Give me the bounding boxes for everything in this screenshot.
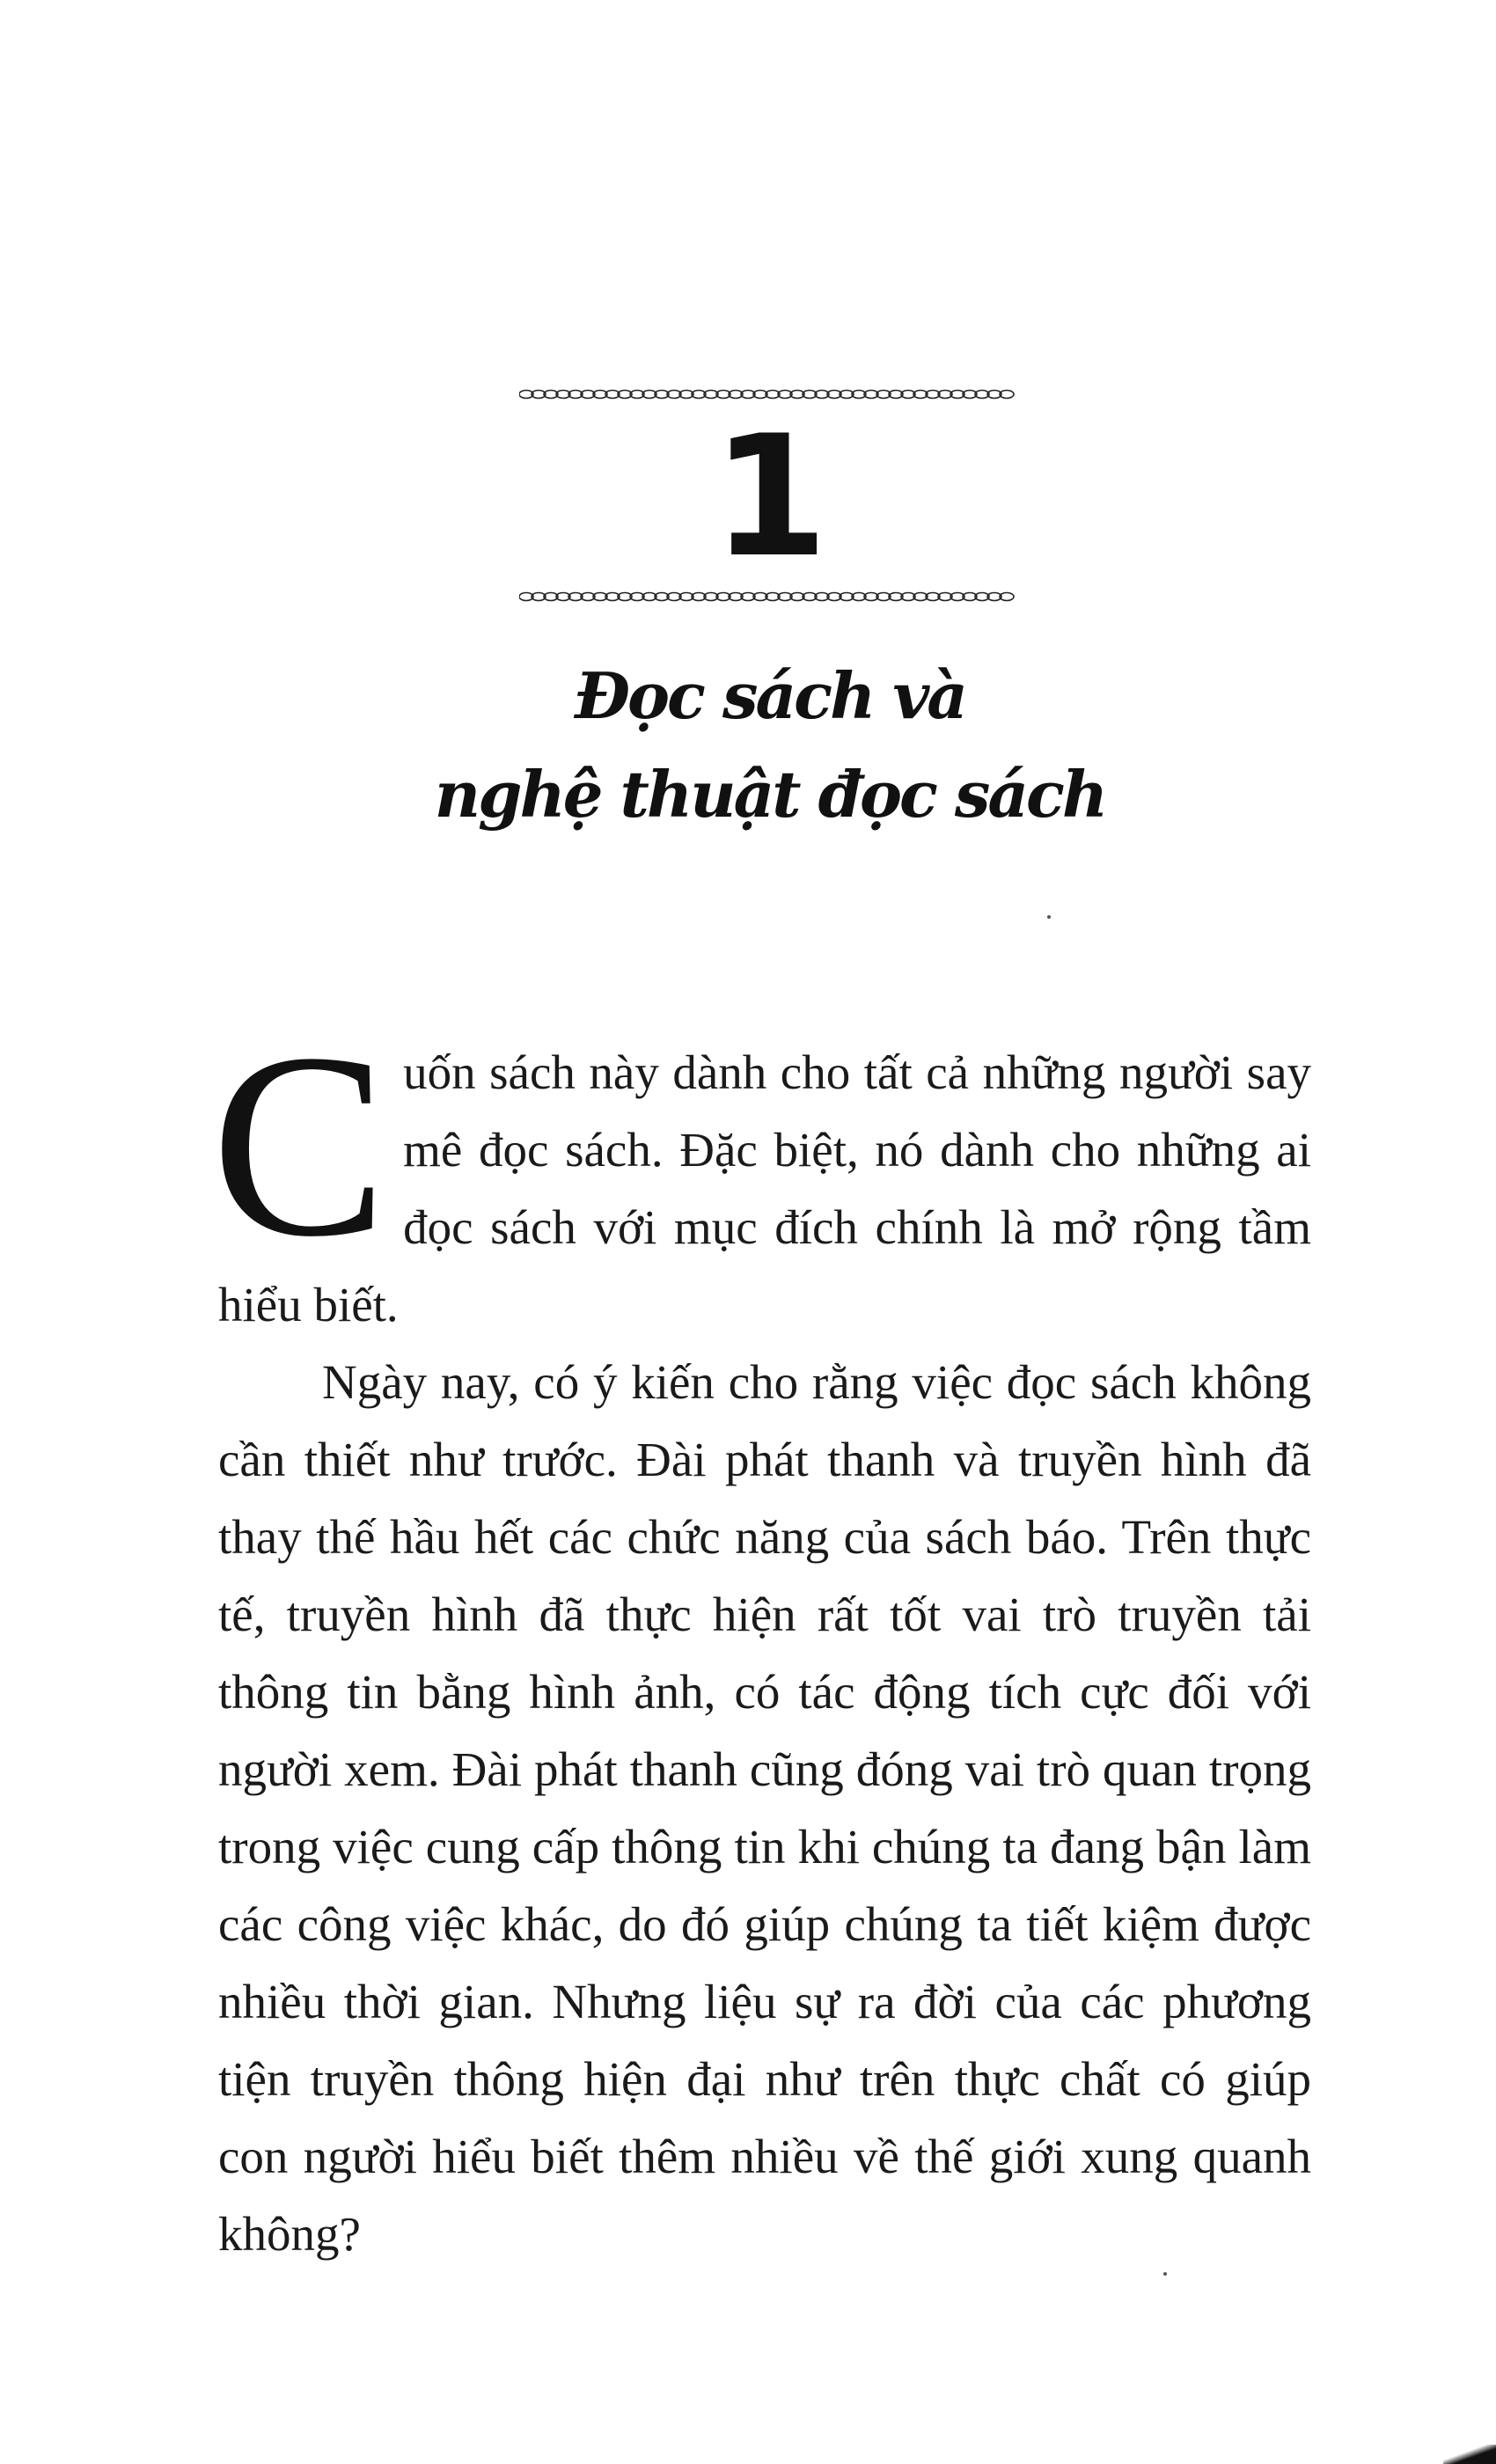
chapter-title-line-2: nghệ thuật đọc sách — [434, 757, 1106, 832]
chapter-number: 1 — [711, 400, 829, 594]
ornament-divider-bottom — [519, 590, 1021, 604]
drop-cap: C — [211, 999, 388, 1291]
paragraph-2: Ngày nay, có ý kiến cho rằng việc đọc sách không cần thiết như trước. Đài phát thanh và truyền hình đã thay thế hầu hết các chức năng của sách báo. Trên thực tế, truyền hình đã thực hiện rất tốt vai trò truyền tải thông tin bằng hình ảnh, có tác động tích cực đối với người xem. Đài phát thanh cũng đóng vai trò quan trọng trong việc cung cấp thông tin khi chúng ta đang bận làm các công việc khác, do đó giúp chúng ta tiết kiệm được nhiều thời gian. Nhưng liệu sự ra đời của các phương tiện truyền thông hiện đại như trên thực chất có giúp con người hiểu biết thêm nhiều về thế giới xung quanh không? — [218, 1355, 1311, 2261]
body-text — [211, 999, 1311, 2273]
page-edge-shadow — [1443, 2445, 1496, 2464]
chapter-title-line-1: Đọc sách và — [575, 658, 965, 733]
print-speck — [1047, 915, 1051, 919]
chapter-title — [0, 647, 1496, 844]
paragraph-1-text: uốn sách này dành cho tất cả những người say mê đọc sách. Đặc biệt, nó dành cho những ai đọc sách với mục đích chính là mở rộng tầm hiểu biết. — [218, 1045, 1311, 1331]
chain-ornament-icon — [519, 590, 1021, 604]
paragraph-1 — [211, 999, 1311, 1344]
